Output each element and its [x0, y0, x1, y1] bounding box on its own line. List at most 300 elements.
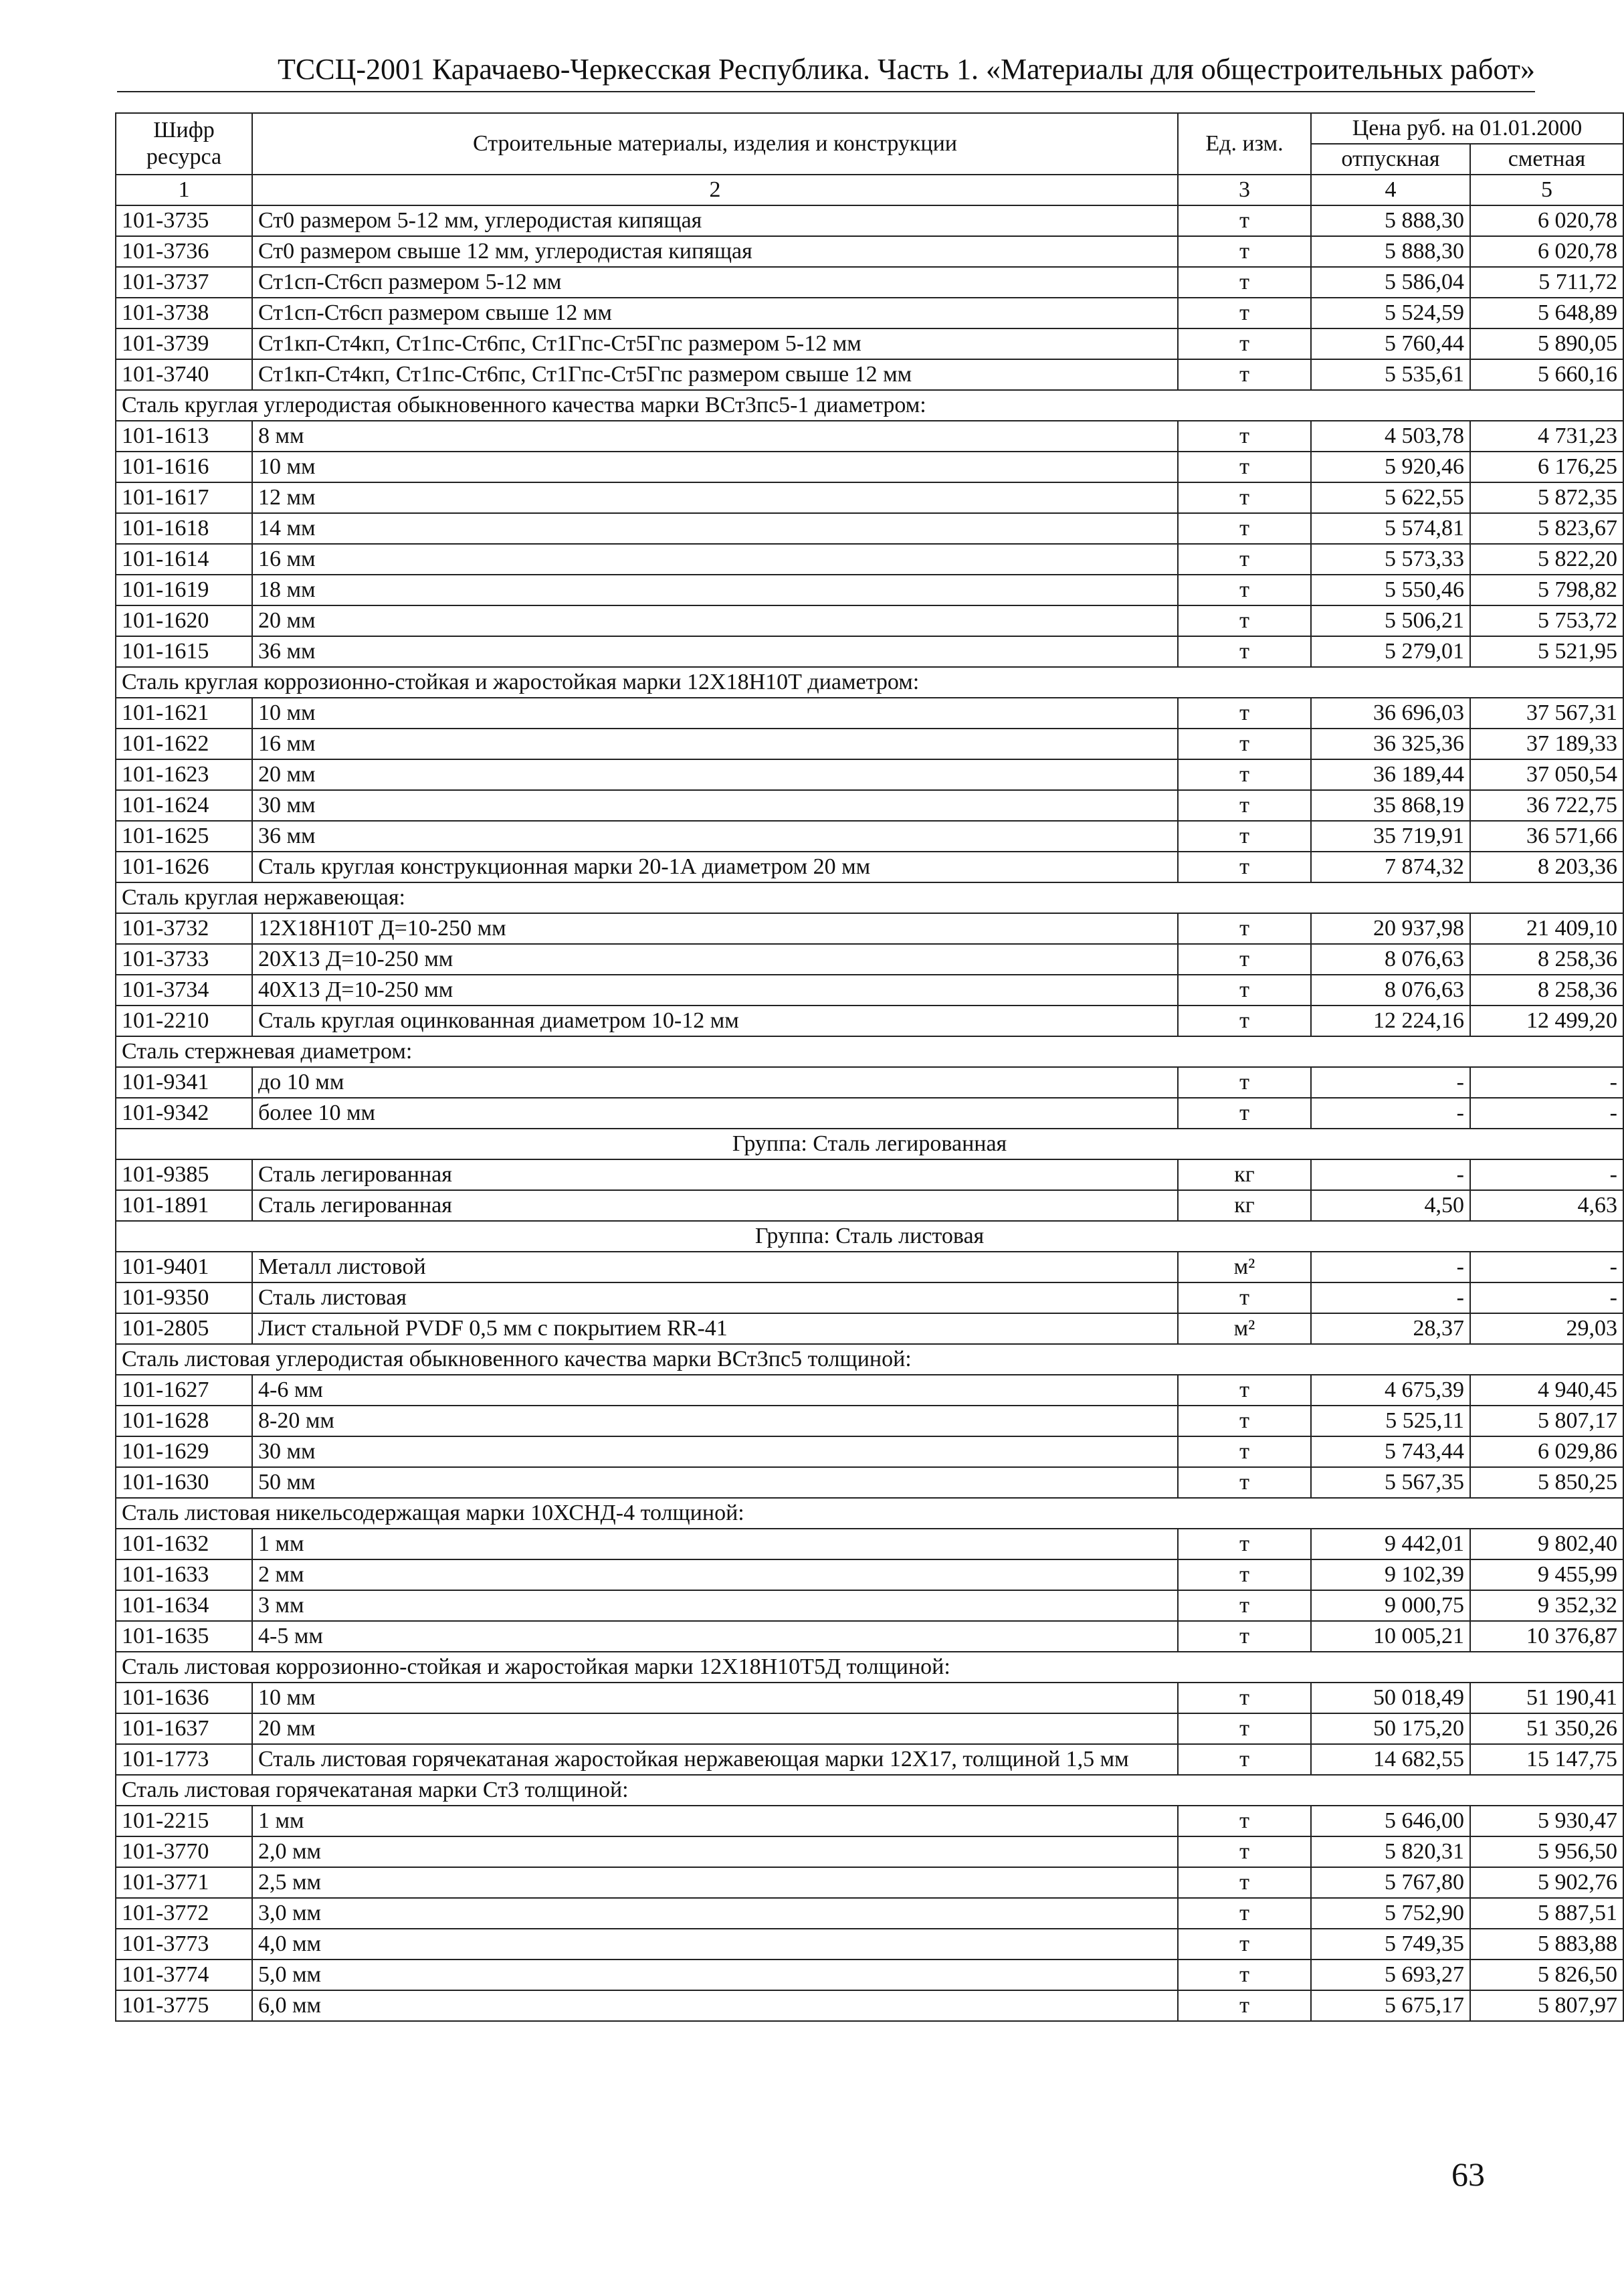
price-estimate: 5 872,35 [1470, 482, 1623, 513]
resource-code: 101-9341 [116, 1067, 252, 1098]
resource-code: 101-3733 [116, 944, 252, 975]
table-row [116, 1006, 1623, 1036]
price-estimate: 5 648,89 [1470, 298, 1623, 328]
price-release: 12 224,16 [1311, 1006, 1470, 1036]
price-estimate: 5 823,67 [1470, 513, 1623, 544]
resource-code: 101-3738 [116, 298, 252, 328]
price-release: 8 076,63 [1311, 975, 1470, 1006]
material-name: 2,0 мм [252, 1836, 1178, 1867]
price-estimate: 6 176,25 [1470, 452, 1623, 482]
material-name: 20Х13 Д=10-250 мм [252, 944, 1178, 975]
price-release: 5 820,31 [1311, 1836, 1470, 1867]
material-name: 18 мм [252, 575, 1178, 605]
price-estimate: 12 499,20 [1470, 1006, 1623, 1036]
unit-cell: т [1178, 605, 1311, 636]
page-number: 63 [1451, 2156, 1485, 2193]
unit-cell: т [1178, 236, 1311, 267]
material-name: 36 мм [252, 636, 1178, 667]
unit-cell: т [1178, 698, 1311, 729]
price-release: 5 574,81 [1311, 513, 1470, 544]
material-name: Сталь легированная [252, 1190, 1178, 1221]
unit-cell: т [1178, 421, 1311, 452]
resource-code: 101-1621 [116, 698, 252, 729]
group-row [116, 1221, 1623, 1252]
resource-code: 101-3773 [116, 1929, 252, 1960]
unit-cell: т [1178, 452, 1311, 482]
unit-cell: т [1178, 729, 1311, 759]
table-row [116, 1098, 1623, 1129]
table-row [116, 759, 1623, 790]
price-estimate: 51 190,41 [1470, 1683, 1623, 1713]
unit-cell: т [1178, 1867, 1311, 1898]
resource-code: 101-1615 [116, 636, 252, 667]
section-row [116, 390, 1623, 421]
unit-cell: т [1178, 1467, 1311, 1498]
group-heading: Группа: Сталь легированная [116, 1129, 1623, 1159]
price-release: 50 018,49 [1311, 1683, 1470, 1713]
column-number: 2 [252, 175, 1178, 205]
table-row [116, 1713, 1623, 1744]
material-name: 14 мм [252, 513, 1178, 544]
resource-code: 101-3734 [116, 975, 252, 1006]
price-release: 10 005,21 [1311, 1621, 1470, 1652]
group-heading: Группа: Сталь листовая [116, 1221, 1623, 1252]
column-header-code: Шифр ресурса [116, 113, 252, 175]
price-estimate: 5 660,16 [1470, 359, 1623, 390]
material-name: 2 мм [252, 1559, 1178, 1590]
resource-code: 101-1637 [116, 1713, 252, 1744]
section-heading: Сталь круглая углеродистая обыкновенного качества марки ВСт3пс5-1 диаметром: [116, 390, 1623, 421]
table-row [116, 1467, 1623, 1498]
price-release: 36 325,36 [1311, 729, 1470, 759]
resource-code: 101-1636 [116, 1683, 252, 1713]
unit-cell: т [1178, 267, 1311, 298]
price-estimate: - [1470, 1159, 1623, 1190]
resource-code: 101-3735 [116, 205, 252, 236]
table-row [116, 1190, 1623, 1221]
section-heading: Сталь круглая нержавеющая: [116, 882, 1623, 913]
column-header-name: Строительные материалы, изделия и конструкции [252, 113, 1178, 175]
table-row [116, 482, 1623, 513]
price-release: 4 675,39 [1311, 1375, 1470, 1406]
material-name: 30 мм [252, 790, 1178, 821]
unit-cell: т [1178, 759, 1311, 790]
table-row [116, 267, 1623, 298]
price-estimate: 5 850,25 [1470, 1467, 1623, 1498]
section-heading: Сталь стержневая диаметром: [116, 1036, 1623, 1067]
material-name: 10 мм [252, 698, 1178, 729]
unit-cell: т [1178, 1559, 1311, 1590]
price-release: - [1311, 1282, 1470, 1313]
section-row [116, 1498, 1623, 1529]
resource-code: 101-9385 [116, 1159, 252, 1190]
table-row [116, 1313, 1623, 1344]
material-name: Лист стальной PVDF 0,5 мм с покрытием RR-41 [252, 1313, 1178, 1344]
price-estimate: 8 258,36 [1470, 975, 1623, 1006]
price-estimate: 5 930,47 [1470, 1806, 1623, 1836]
table-row [116, 636, 1623, 667]
table-row [116, 1744, 1623, 1775]
resource-code: 101-1613 [116, 421, 252, 452]
table-row [116, 452, 1623, 482]
unit-cell: т [1178, 1929, 1311, 1960]
price-estimate: 4,63 [1470, 1190, 1623, 1221]
price-release: 5 535,61 [1311, 359, 1470, 390]
price-release: 5 888,30 [1311, 236, 1470, 267]
price-release: 36 696,03 [1311, 698, 1470, 729]
resource-code: 101-1624 [116, 790, 252, 821]
resource-code: 101-9401 [116, 1252, 252, 1282]
unit-cell: кг [1178, 1159, 1311, 1190]
table-row [116, 913, 1623, 944]
unit-cell: т [1178, 1375, 1311, 1406]
price-estimate: 8 203,36 [1470, 852, 1623, 882]
price-release: 7 874,32 [1311, 852, 1470, 882]
resource-code: 101-9350 [116, 1282, 252, 1313]
resource-code: 101-1616 [116, 452, 252, 482]
price-release: 8 076,63 [1311, 944, 1470, 975]
price-release: 5 506,21 [1311, 605, 1470, 636]
table-row [116, 1436, 1623, 1467]
unit-cell: т [1178, 1683, 1311, 1713]
column-number-row [116, 175, 1623, 205]
price-release: 5 888,30 [1311, 205, 1470, 236]
price-release: - [1311, 1067, 1470, 1098]
resource-code: 101-3774 [116, 1960, 252, 1990]
table-row [116, 1867, 1623, 1898]
section-row [116, 882, 1623, 913]
material-name: 20 мм [252, 605, 1178, 636]
resource-code: 101-2215 [116, 1806, 252, 1836]
table-row [116, 298, 1623, 328]
resource-code: 101-3772 [116, 1898, 252, 1929]
table-row [116, 975, 1623, 1006]
price-estimate: 5 883,88 [1470, 1929, 1623, 1960]
price-release: - [1311, 1159, 1470, 1190]
resource-code: 101-1634 [116, 1590, 252, 1621]
price-estimate: 36 722,75 [1470, 790, 1623, 821]
table-row [116, 1252, 1623, 1282]
price-estimate: 5 887,51 [1470, 1898, 1623, 1929]
unit-cell: т [1178, 1744, 1311, 1775]
material-name: Металл листовой [252, 1252, 1178, 1282]
price-estimate: 5 956,50 [1470, 1836, 1623, 1867]
price-release: 5 550,46 [1311, 575, 1470, 605]
material-name: 12 мм [252, 482, 1178, 513]
unit-cell: т [1178, 636, 1311, 667]
resource-code: 101-1628 [116, 1406, 252, 1436]
unit-cell: т [1178, 944, 1311, 975]
price-estimate: - [1470, 1067, 1623, 1098]
resource-code: 101-1626 [116, 852, 252, 882]
price-release: 20 937,98 [1311, 913, 1470, 944]
table-row [116, 1836, 1623, 1867]
unit-cell: т [1178, 575, 1311, 605]
section-heading: Сталь круглая коррозионно-стойкая и жаростойкая марки 12Х18Н10Т диаметром: [116, 667, 1623, 698]
table-row [116, 790, 1623, 821]
section-row [116, 1652, 1623, 1683]
price-release: 5 693,27 [1311, 1960, 1470, 1990]
section-heading: Сталь листовая коррозионно-стойкая и жаростойкая марки 12Х18Н10Т5Д толщиной: [116, 1652, 1623, 1683]
material-name: 10 мм [252, 452, 1178, 482]
material-name: 2,5 мм [252, 1867, 1178, 1898]
section-heading: Сталь листовая углеродистая обыкновенного качества марки ВСт3пс5 толщиной: [116, 1344, 1623, 1375]
unit-cell: т [1178, 1098, 1311, 1129]
header-row [116, 113, 1623, 144]
price-estimate: 5 521,95 [1470, 636, 1623, 667]
price-estimate: 51 350,26 [1470, 1713, 1623, 1744]
group-row [116, 1129, 1623, 1159]
table-row [116, 821, 1623, 852]
resource-code: 101-1629 [116, 1436, 252, 1467]
column-header-price-group: Цена руб. на 01.01.2000 [1311, 113, 1623, 144]
unit-cell: т [1178, 1960, 1311, 1990]
material-name: Ст0 размером 5-12 мм, углеродистая кипящая [252, 205, 1178, 236]
unit-cell: т [1178, 328, 1311, 359]
material-name: 16 мм [252, 729, 1178, 759]
resource-code: 101-1620 [116, 605, 252, 636]
table-row [116, 729, 1623, 759]
price-release: 5 279,01 [1311, 636, 1470, 667]
material-name: 6,0 мм [252, 1990, 1178, 2021]
price-estimate: 4 940,45 [1470, 1375, 1623, 1406]
resource-code: 101-3771 [116, 1867, 252, 1898]
material-name: Сталь легированная [252, 1159, 1178, 1190]
unit-cell: т [1178, 1590, 1311, 1621]
price-estimate: 6 020,78 [1470, 205, 1623, 236]
material-name: 4,0 мм [252, 1929, 1178, 1960]
unit-cell: т [1178, 1067, 1311, 1098]
price-release: 5 760,44 [1311, 328, 1470, 359]
material-name: Сталь круглая оцинкованная диаметром 10-12 мм [252, 1006, 1178, 1036]
material-name: 8 мм [252, 421, 1178, 452]
unit-cell: т [1178, 913, 1311, 944]
table-row [116, 236, 1623, 267]
material-name: 4-6 мм [252, 1375, 1178, 1406]
price-estimate: 5 890,05 [1470, 328, 1623, 359]
section-heading: Сталь листовая горячекатаная марки Ст3 толщиной: [116, 1775, 1623, 1806]
table-row [116, 1406, 1623, 1436]
material-name: Ст1сп-Ст6сп размером свыше 12 мм [252, 298, 1178, 328]
table-row [116, 1590, 1623, 1621]
material-name: более 10 мм [252, 1098, 1178, 1129]
unit-cell: т [1178, 1990, 1311, 2021]
price-release: 5 743,44 [1311, 1436, 1470, 1467]
price-release: 5 573,33 [1311, 544, 1470, 575]
price-estimate: 4 731,23 [1470, 421, 1623, 452]
price-table [115, 112, 1624, 2022]
price-release: 28,37 [1311, 1313, 1470, 1344]
price-release: 36 189,44 [1311, 759, 1470, 790]
material-name: Сталь листовая [252, 1282, 1178, 1313]
column-number: 5 [1470, 175, 1623, 205]
unit-cell: т [1178, 1006, 1311, 1036]
table-row [116, 359, 1623, 390]
unit-cell: т [1178, 482, 1311, 513]
resource-code: 101-3737 [116, 267, 252, 298]
page-header: ТССЦ-2001 Карачаево-Черкесская Республика. Часть 1. «Материалы для общестроительных работ» [117, 48, 1535, 92]
material-name: 3 мм [252, 1590, 1178, 1621]
resource-code: 101-3736 [116, 236, 252, 267]
price-estimate: 5 753,72 [1470, 605, 1623, 636]
resource-code: 101-3739 [116, 328, 252, 359]
unit-cell: м² [1178, 1252, 1311, 1282]
price-release: 35 868,19 [1311, 790, 1470, 821]
table-row [116, 1806, 1623, 1836]
resource-code: 101-1622 [116, 729, 252, 759]
section-row [116, 1344, 1623, 1375]
price-estimate: - [1470, 1098, 1623, 1129]
resource-code: 101-3740 [116, 359, 252, 390]
unit-cell: т [1178, 1529, 1311, 1559]
price-estimate: 5 711,72 [1470, 267, 1623, 298]
unit-cell: т [1178, 1898, 1311, 1929]
price-estimate: 37 189,33 [1470, 729, 1623, 759]
unit-cell: т [1178, 1621, 1311, 1652]
price-estimate: 9 455,99 [1470, 1559, 1623, 1590]
table-row [116, 1375, 1623, 1406]
section-row [116, 1036, 1623, 1067]
resource-code: 101-1618 [116, 513, 252, 544]
table-row [116, 1683, 1623, 1713]
resource-code: 101-1625 [116, 821, 252, 852]
price-release: 35 719,91 [1311, 821, 1470, 852]
resource-code: 101-3775 [116, 1990, 252, 2021]
resource-code: 101-1627 [116, 1375, 252, 1406]
unit-cell: т [1178, 1806, 1311, 1836]
resource-code: 101-1632 [116, 1529, 252, 1559]
table-row [116, 698, 1623, 729]
table-row [116, 1559, 1623, 1590]
price-estimate: - [1470, 1252, 1623, 1282]
resource-code: 101-1614 [116, 544, 252, 575]
material-name: Сталь листовая горячекатаная жаростойкая нержавеющая марки 12Х17, толщиной 1,5 мм [252, 1744, 1178, 1775]
price-estimate: 5 798,82 [1470, 575, 1623, 605]
unit-cell: т [1178, 1836, 1311, 1867]
material-name: Ст1кп-Ст4кп, Ст1пс-Ст6пс, Ст1Гпс-Ст5Гпс размером свыше 12 мм [252, 359, 1178, 390]
price-estimate: 6 029,86 [1470, 1436, 1623, 1467]
table-body [116, 205, 1623, 2021]
material-name: 40Х13 Д=10-250 мм [252, 975, 1178, 1006]
table-row [116, 944, 1623, 975]
price-estimate: 29,03 [1470, 1313, 1623, 1344]
table-row [116, 1621, 1623, 1652]
table-row [116, 575, 1623, 605]
material-name: 5,0 мм [252, 1960, 1178, 1990]
price-release: 14 682,55 [1311, 1744, 1470, 1775]
column-number: 1 [116, 175, 252, 205]
material-name: 1 мм [252, 1529, 1178, 1559]
column-number: 4 [1311, 175, 1470, 205]
table-row [116, 1960, 1623, 1990]
price-release: 5 525,11 [1311, 1406, 1470, 1436]
price-release: 5 622,55 [1311, 482, 1470, 513]
unit-cell: т [1178, 1282, 1311, 1313]
table-row [116, 852, 1623, 882]
price-release: 9 442,01 [1311, 1529, 1470, 1559]
table-row [116, 1929, 1623, 1960]
column-header-price-estimate: сметная [1470, 144, 1623, 175]
material-name: Сталь круглая конструкционная марки 20-1А диаметром 20 мм [252, 852, 1178, 882]
table-row [116, 513, 1623, 544]
material-name: 30 мм [252, 1436, 1178, 1467]
price-estimate: 9 802,40 [1470, 1529, 1623, 1559]
unit-cell: т [1178, 852, 1311, 882]
price-release: 5 752,90 [1311, 1898, 1470, 1929]
resource-code: 101-1623 [116, 759, 252, 790]
table-row [116, 1282, 1623, 1313]
unit-cell: т [1178, 359, 1311, 390]
price-estimate: 37 567,31 [1470, 698, 1623, 729]
price-estimate: 9 352,32 [1470, 1590, 1623, 1621]
price-estimate: 6 020,78 [1470, 236, 1623, 267]
material-name: 36 мм [252, 821, 1178, 852]
resource-code: 101-2805 [116, 1313, 252, 1344]
unit-cell: т [1178, 205, 1311, 236]
section-row [116, 667, 1623, 698]
column-number: 3 [1178, 175, 1311, 205]
price-estimate: 5 807,17 [1470, 1406, 1623, 1436]
price-release: 9 000,75 [1311, 1590, 1470, 1621]
price-release: 5 567,35 [1311, 1467, 1470, 1498]
price-estimate: 37 050,54 [1470, 759, 1623, 790]
price-release: 5 675,17 [1311, 1990, 1470, 2021]
table-row [116, 205, 1623, 236]
table-row [116, 328, 1623, 359]
table-row [116, 1898, 1623, 1929]
material-name: Ст1кп-Ст4кп, Ст1пс-Ст6пс, Ст1Гпс-Ст5Гпс размером 5-12 мм [252, 328, 1178, 359]
price-release: 5 920,46 [1311, 452, 1470, 482]
price-release: 50 175,20 [1311, 1713, 1470, 1744]
section-heading: Сталь листовая никельсодержащая марки 10ХСНД-4 толщиной: [116, 1498, 1623, 1529]
material-name: 16 мм [252, 544, 1178, 575]
price-release: 4 503,78 [1311, 421, 1470, 452]
resource-code: 101-9342 [116, 1098, 252, 1129]
price-release: 4,50 [1311, 1190, 1470, 1221]
material-name: Ст0 размером свыше 12 мм, углеродистая кипящая [252, 236, 1178, 267]
resource-code: 101-1630 [116, 1467, 252, 1498]
unit-cell: т [1178, 975, 1311, 1006]
unit-cell: кг [1178, 1190, 1311, 1221]
resource-code: 101-3770 [116, 1836, 252, 1867]
material-name: 4-5 мм [252, 1621, 1178, 1652]
material-name: до 10 мм [252, 1067, 1178, 1098]
unit-cell: м² [1178, 1313, 1311, 1344]
unit-cell: т [1178, 1436, 1311, 1467]
unit-cell: т [1178, 821, 1311, 852]
price-estimate: 10 376,87 [1470, 1621, 1623, 1652]
material-name: 20 мм [252, 759, 1178, 790]
price-estimate: - [1470, 1282, 1623, 1313]
table-row [116, 1067, 1623, 1098]
unit-cell: т [1178, 298, 1311, 328]
price-release: 5 767,80 [1311, 1867, 1470, 1898]
price-estimate: 21 409,10 [1470, 913, 1623, 944]
unit-cell: т [1178, 1406, 1311, 1436]
material-name: 1 мм [252, 1806, 1178, 1836]
material-name: 8-20 мм [252, 1406, 1178, 1436]
resource-code: 101-1635 [116, 1621, 252, 1652]
material-name: 50 мм [252, 1467, 1178, 1498]
unit-cell: т [1178, 1713, 1311, 1744]
resource-code: 101-1619 [116, 575, 252, 605]
price-release: - [1311, 1252, 1470, 1282]
price-estimate: 36 571,66 [1470, 821, 1623, 852]
price-estimate: 15 147,75 [1470, 1744, 1623, 1775]
material-name: 10 мм [252, 1683, 1178, 1713]
table-row [116, 1159, 1623, 1190]
price-release: 5 524,59 [1311, 298, 1470, 328]
